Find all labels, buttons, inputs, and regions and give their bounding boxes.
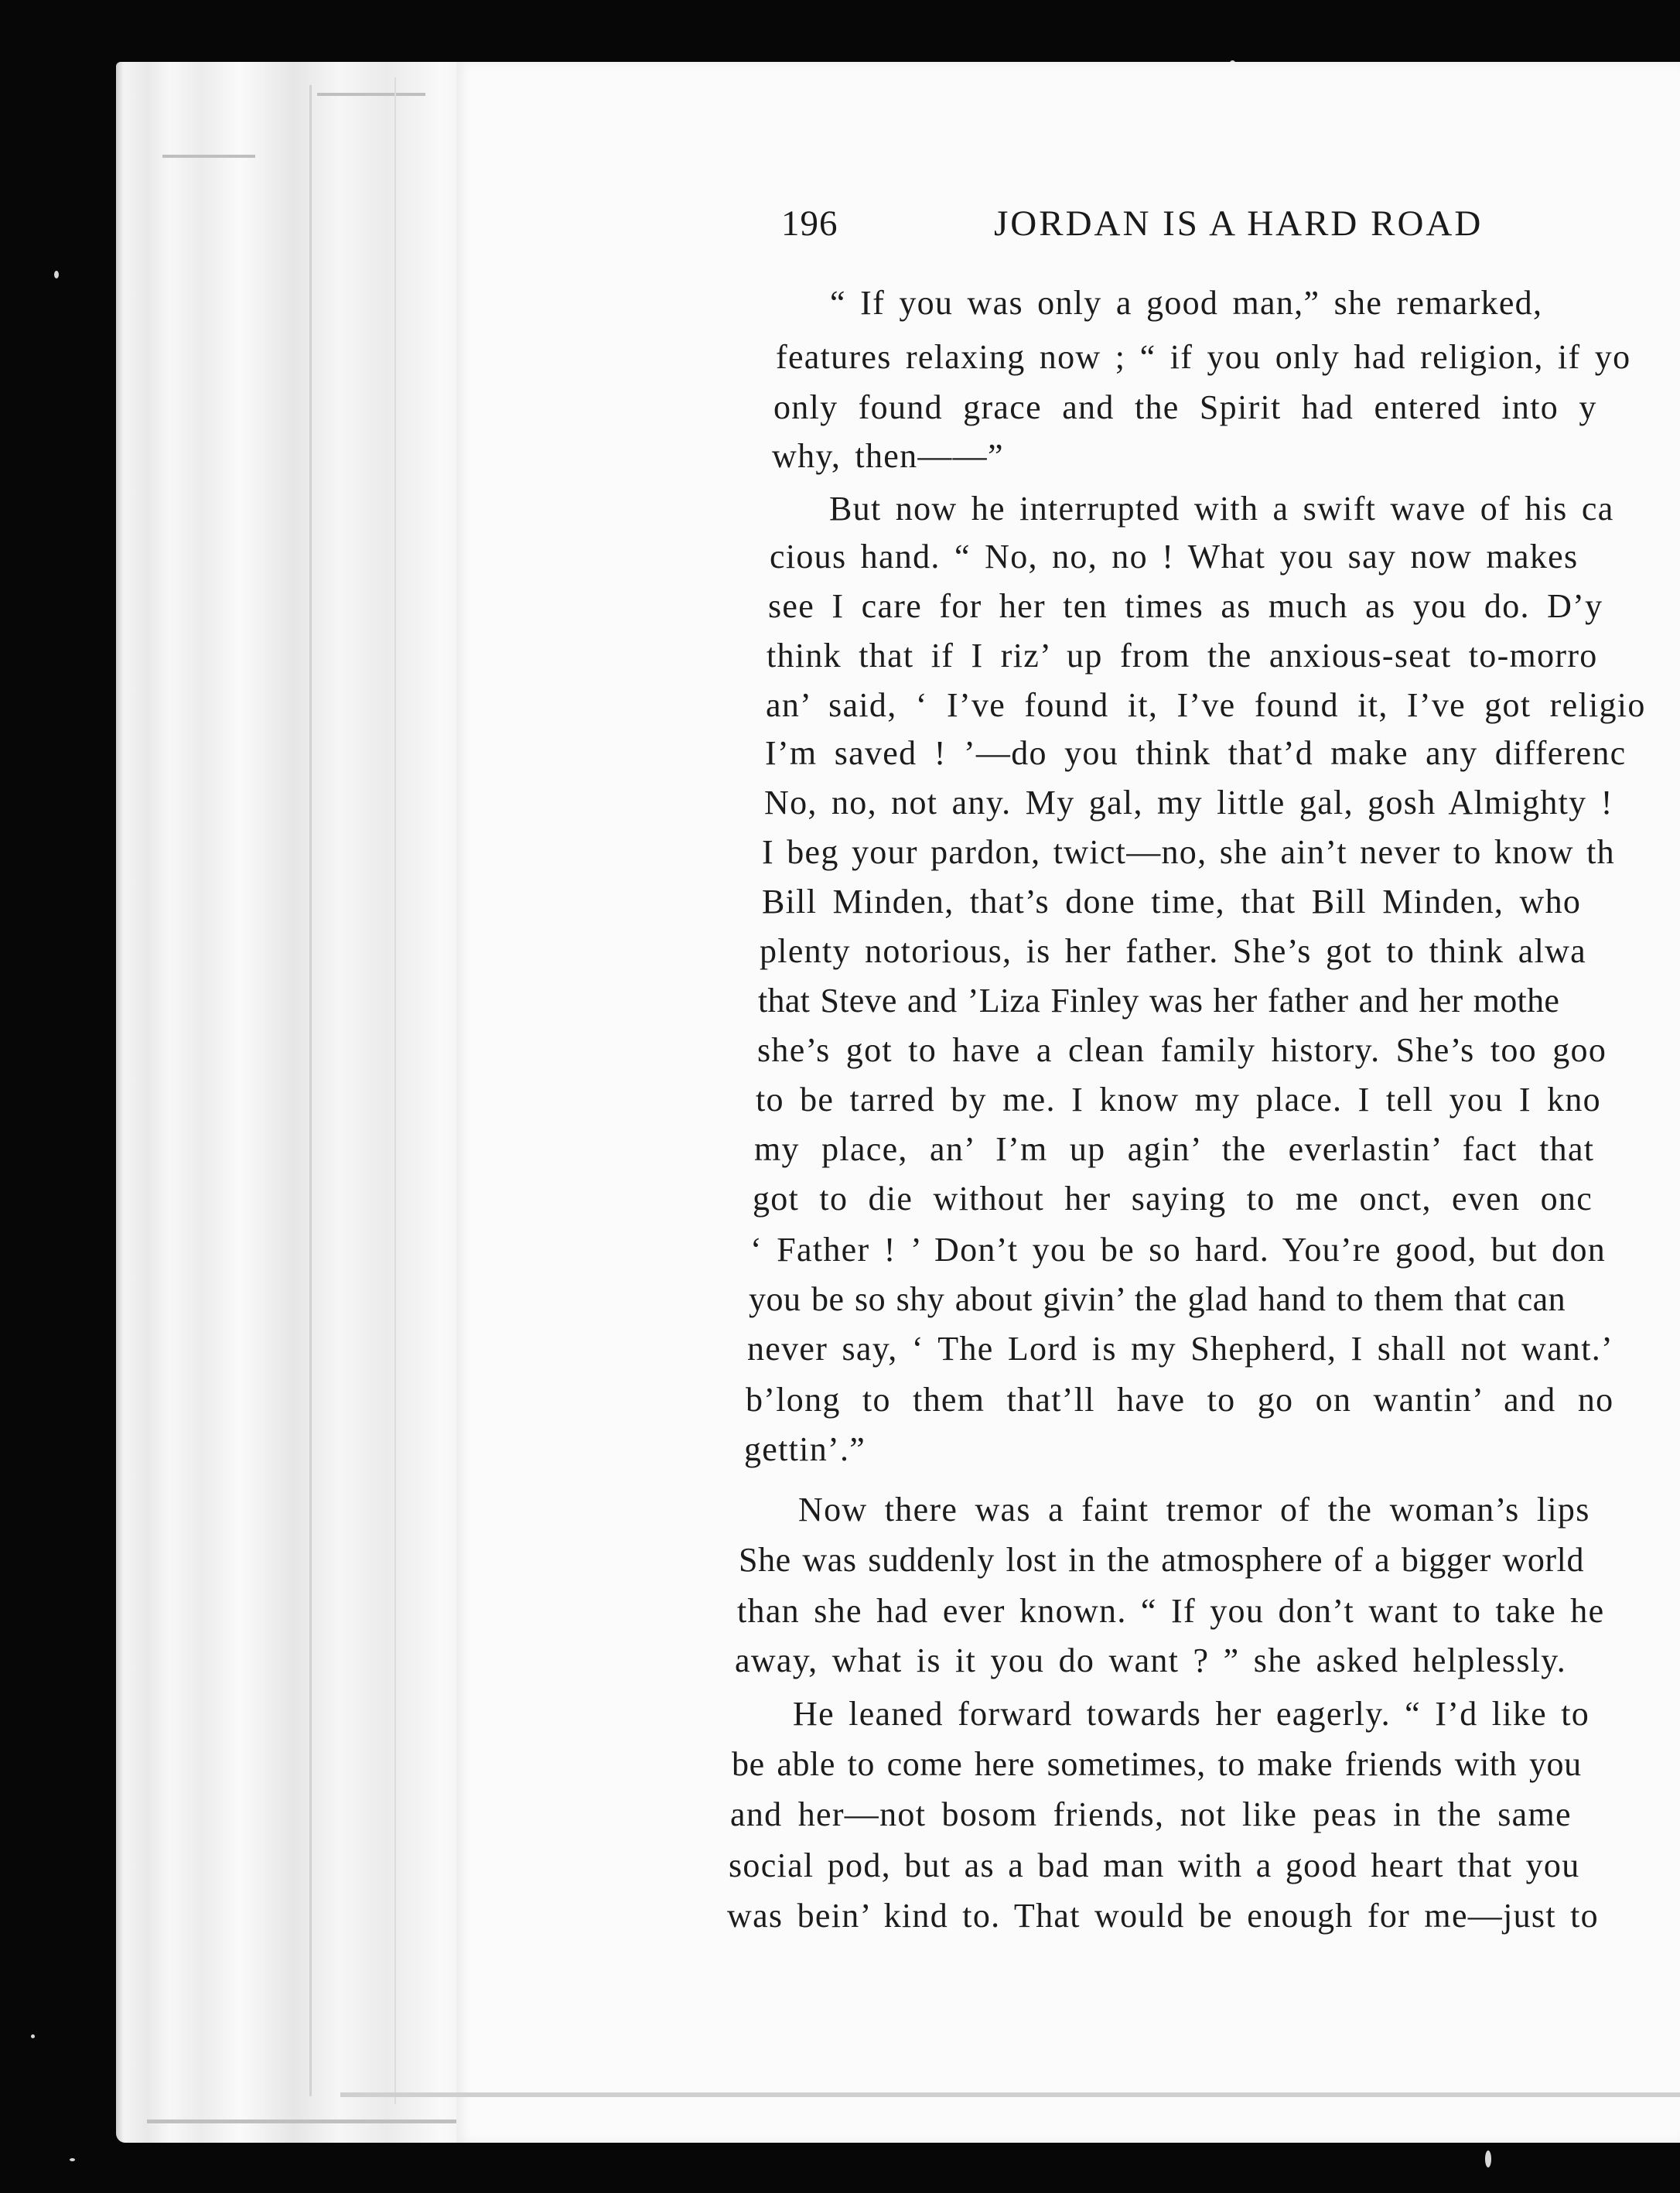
text-line: I’m saved ! ’—do you think that’d make any differenc [765,734,1627,772]
text-line: to be tarred by me. I know my place. I tell you I kno [756,1081,1601,1119]
text-line: my place, an’ I’m up agin’ the everlastin’ fact that [754,1130,1595,1168]
text-line: why, then——” [772,437,1004,475]
page-edge-line [317,93,425,96]
text-line: got to die without her saying to me onct, even onc [753,1180,1593,1218]
text-line: gettin’.” [744,1430,866,1468]
page-bottom-edge [340,2092,1680,2097]
text-line: away, what is it you do want ? ” she asked helplessly. [735,1641,1567,1679]
text-line: cious hand. “ No, no, no ! What you say now makes [770,538,1579,576]
text-line: be able to come here sometimes, to make friends with you [732,1745,1582,1783]
book-page [456,62,1680,2143]
text-line: an’ said, ‘ I’ve found it, I’ve found it, I’ve got religio [766,686,1646,724]
text-line: Now there was a faint tremor of the woman’s lips [798,1491,1590,1529]
scanner-speck [54,271,59,278]
text-line: “ If you was only a good man,” she remarked, [830,284,1543,322]
page-edge-line [162,155,255,158]
text-line: and her—not bosom friends, not like peas in the same [730,1795,1572,1833]
page-edge-line [147,2120,456,2123]
text-line: think that if I riz’ up from the anxious-seat to-morro [767,637,1598,675]
running-head [781,203,1680,257]
text-line: But now he interrupted with a swift wave of his ca [829,490,1614,528]
text-line: She was suddenly lost in the atmosphere of a bigger world [739,1541,1585,1579]
page-number: 196 [781,203,838,244]
text-line: I beg your pardon, twict—no, she ain’t never to know th [762,833,1615,871]
text-line: see I care for her ten times as much as you do. D’y [768,587,1603,625]
text-line: was bein’ kind to. That would be enough for me—just to [727,1897,1599,1935]
text-line: that Steve and ’Liza Finley was her father and her mothe [758,982,1560,1020]
text-line: only found grace and the Spirit had entered into y [773,388,1597,426]
text-line: No, no, not any. My gal, my little gal, gosh Almighty ! [764,784,1613,822]
scanner-speck [70,2158,75,2161]
text-line: never say, ‘ The Lord is my Shepherd, I shall not want.’ [747,1330,1614,1368]
text-line: features relaxing now ; “ if you only had religion, if yo [776,338,1631,376]
text-line: b’long to them that’ll have to go on wantin’ and no [746,1381,1614,1419]
scanner-speck [1485,2150,1491,2167]
text-line: Bill Minden, that’s done time, that Bill Minden, who [762,883,1582,921]
running-head-title: JORDAN IS A HARD ROAD [994,203,1484,244]
text-line: social pod, but as a bad man with a good heart that you [729,1846,1580,1884]
scanner-speck [31,2034,35,2038]
text-line: He leaned forward towards her eagerly. “ I’d like to [793,1695,1590,1733]
book-page-edges [116,62,487,2143]
text-line: she’s got to have a clean family history. She’s too goo [757,1031,1607,1069]
text-line: than she had ever known. “ If you don’t want to take he [737,1592,1605,1630]
text-line: plenty notorious, is her father. She’s got to think alwa [760,932,1586,970]
text-line: ‘ Father ! ’ Don’t you be so hard. You’re good, but don [750,1231,1607,1269]
text-line: you be so shy about givin’ the glad hand to them that can [749,1280,1566,1318]
